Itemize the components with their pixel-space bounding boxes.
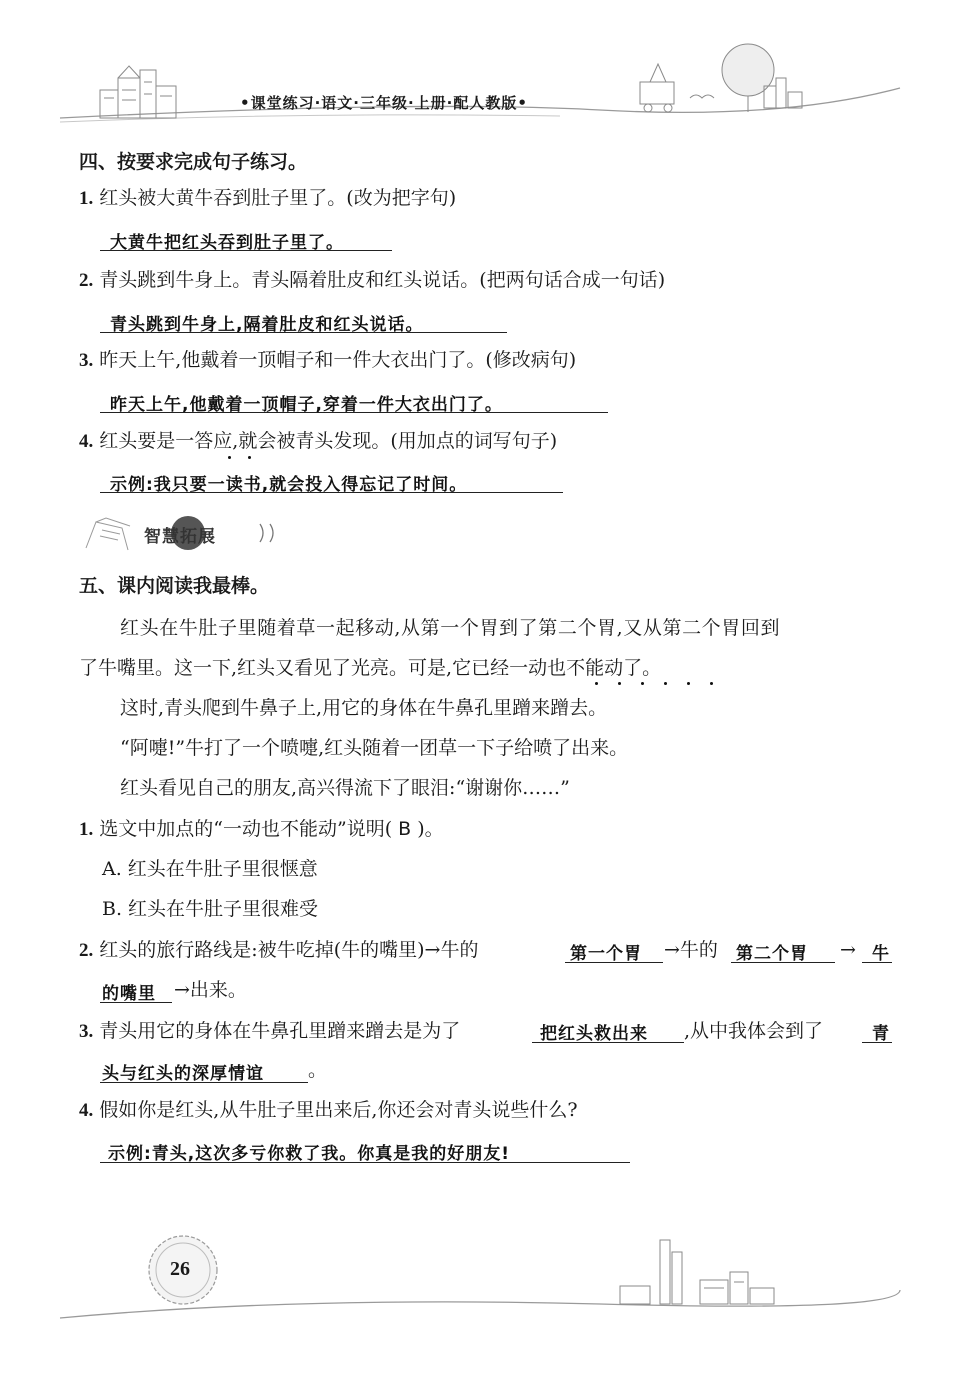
answer-line [862, 1042, 892, 1043]
passage-line: “阿嚏!”牛打了一个喷嚏,红头随着一团草一下子给喷了出来。 [120, 737, 629, 759]
question-text: 红头的旅行路线是:被牛吃掉(牛的嘴里) [99, 939, 425, 961]
s4-answer-3: 昨天上午,他戴着一顶帽子,穿着一件大衣出门了。 [110, 395, 503, 415]
blank-answer: 第一个胃 [570, 944, 642, 964]
header-decoration [0, 0, 979, 140]
answer-line [100, 1082, 308, 1083]
emphasis-dot [664, 682, 667, 685]
question-text: 青头用它的身体在牛鼻孔里蹭来蹭去是为了 [99, 1020, 461, 1042]
s4-question-2 [79, 268, 665, 293]
answer-line [100, 412, 608, 413]
question-text-end: )。 [417, 818, 444, 840]
emphasis-dot [687, 682, 690, 685]
page-number: 26 [170, 1258, 190, 1280]
emphasis-dot [618, 682, 621, 685]
answer-line [100, 1162, 630, 1163]
q2-end [174, 978, 247, 1002]
blank-answer: 牛 [872, 944, 890, 964]
answer-line [862, 962, 892, 963]
answer-line [100, 492, 563, 493]
s5-answer-4: 示例:青头,这次多亏你救了我。你真是我的好朋友! [108, 1144, 511, 1164]
blank-answer: 青 [872, 1024, 890, 1044]
arrow-icon: → [840, 939, 856, 961]
question-text-end: 。 [308, 1059, 328, 1081]
question-text: 选文中加点的“一动也不能动”说明( [99, 818, 393, 840]
s4-answer-1: 大黄牛把红头吞到肚子里了。 [110, 233, 344, 253]
question-text: 昨天上午,他戴着一顶帽子和一件大衣出门了。(修改病句) [99, 349, 577, 371]
blank-answer: 第二个胃 [736, 944, 808, 964]
answer-line [731, 962, 835, 963]
question-text: 出来。 [189, 979, 247, 1001]
footer-decoration [0, 1230, 979, 1330]
question-number: 1. [79, 819, 94, 840]
blank-answer: 的嘴里 [102, 984, 156, 1004]
arrow-icon: → [424, 939, 441, 961]
answer-line [100, 250, 392, 251]
section4-heading: 四、按要求完成句子练习。 [79, 151, 308, 173]
blank-answer: 把红头救出来 [540, 1024, 648, 1044]
banner-label: 智慧拓展 [144, 527, 216, 547]
question-text: 牛的 [679, 939, 718, 961]
answer-line [100, 332, 507, 333]
question-number: 2. [79, 940, 94, 961]
arrow-icon: → [174, 979, 190, 1001]
s5-question-4 [79, 1098, 578, 1123]
emphasis-dot [248, 456, 251, 459]
section5-heading: 五、课内阅读我最棒。 [79, 575, 270, 597]
s5-question-2 [79, 938, 478, 963]
option-a: A. 红头在牛肚子里很惬意 [102, 858, 318, 880]
passage-line: 了牛嘴里。这一下,红头又看见了光亮。可是,它已经一动也不能动了。 [79, 657, 662, 679]
blank-answer: 头与红头的深厚情谊 [102, 1064, 264, 1084]
s4-question-4 [79, 429, 557, 454]
s4-question-1 [79, 186, 456, 211]
emphasis-dot [641, 682, 644, 685]
s4-question-3 [79, 348, 576, 373]
arrow-icon: → [664, 939, 680, 961]
q2-mid [664, 938, 718, 962]
s5-question-3 [79, 1019, 460, 1044]
emphasis-dot [710, 682, 713, 685]
question-text: 牛的 [440, 939, 479, 961]
question-text: 青头跳到牛身上。青头隔着肚皮和红头说话。(把两句话合成一句话) [99, 269, 666, 291]
question-text: 假如你是红头,从牛肚子里出来后,你还会对青头说些什么? [99, 1099, 578, 1121]
answer-line [565, 962, 663, 963]
question-text: 红头被大黄牛吞到肚子里了。(改为把字句) [99, 187, 457, 209]
emphasis-dot [595, 682, 598, 685]
passage-line: 这时,青头爬到牛鼻子上,用它的身体在牛鼻孔里蹭来蹭去。 [120, 697, 608, 719]
question-number: 3. [79, 350, 94, 371]
s5-question-1 [79, 817, 444, 842]
answer-line [532, 1042, 684, 1043]
emphasis-dot [228, 456, 231, 459]
option-b: B. 红头在牛肚子里很难受 [102, 898, 319, 920]
question-number: 2. [79, 270, 94, 291]
passage-line: 红头在牛肚子里随着草一起移动,从第一个胃到了第二个胃,又从第二个胃回到 [120, 617, 781, 639]
question-number: 4. [79, 431, 94, 452]
choice-answer: B [398, 818, 412, 840]
s4-answer-4: 示例:我只要一读书,就会投入得忘记了时间。 [110, 475, 468, 495]
passage-line: 红头看见自己的朋友,高兴得流下了眼泪:“谢谢你……” [120, 777, 570, 799]
question-number: 4. [79, 1100, 94, 1121]
header-title: •课堂练习·语文·三年级·上册·配人教版• [240, 94, 528, 112]
answer-line [100, 1002, 172, 1003]
question-text: ,从中我体会到了 [684, 1020, 824, 1042]
question-number: 3. [79, 1021, 94, 1042]
question-text: 红头要是一答应,就会被青头发现。(用加点的词写句子) [99, 430, 558, 452]
s4-answer-2: 青头跳到牛身上,隔着肚皮和红头说话。 [110, 315, 424, 335]
question-number: 1. [79, 188, 94, 209]
